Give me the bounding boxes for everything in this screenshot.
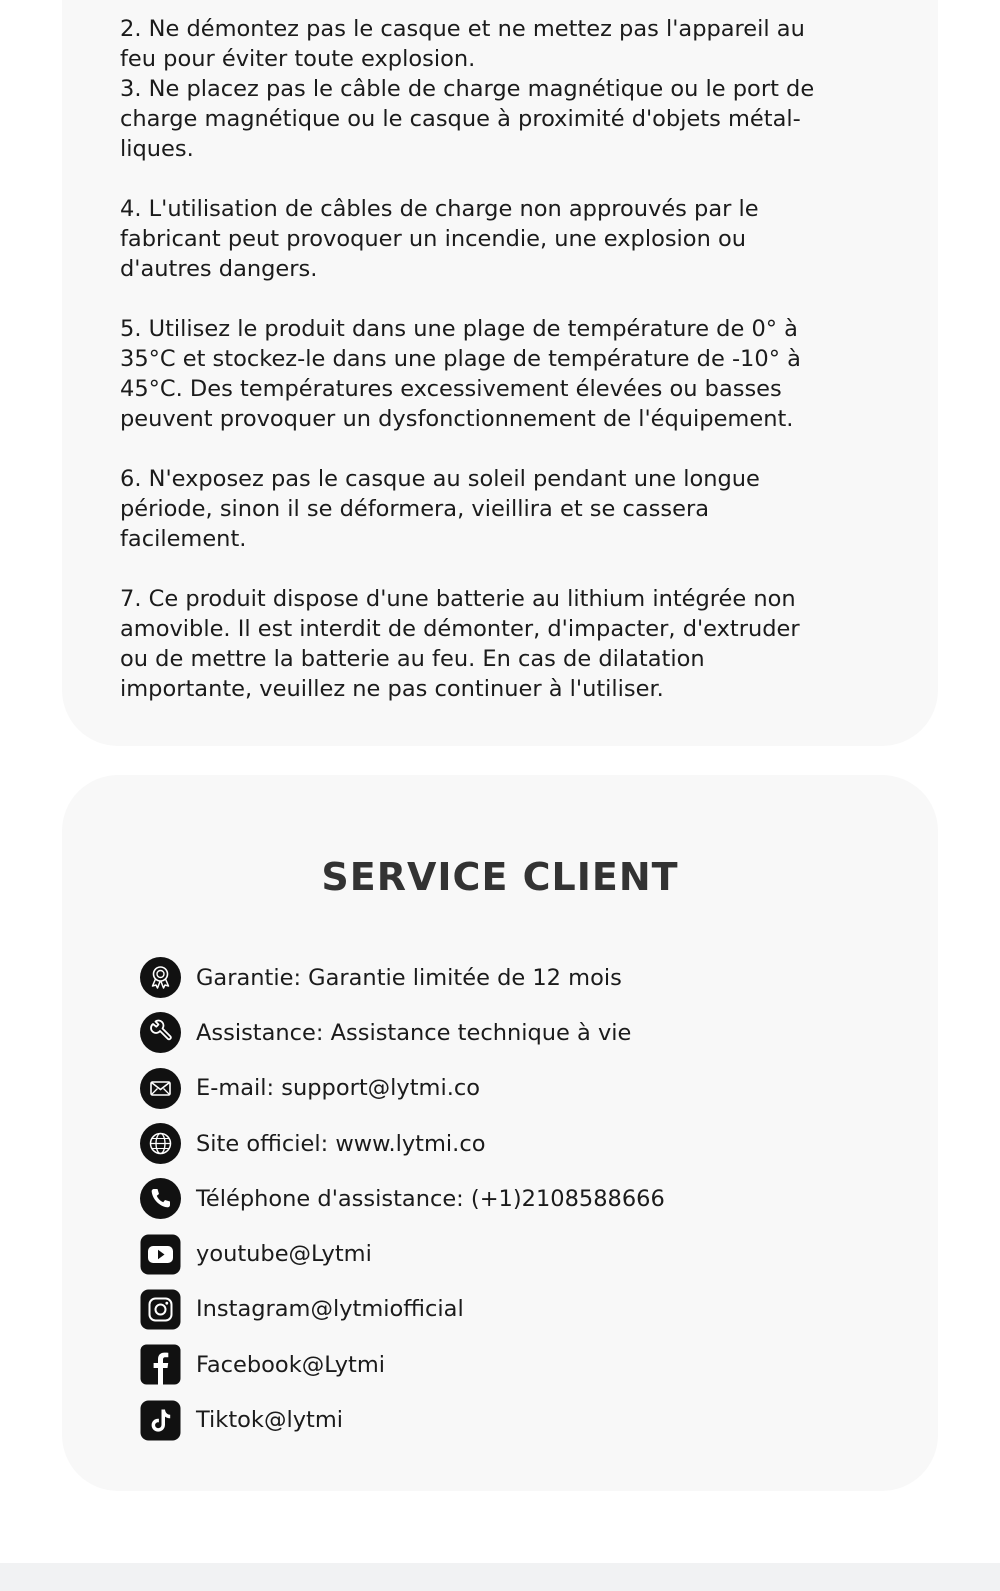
contact-text: Garantie: Garantie limitée de 12 mois: [196, 964, 622, 991]
contact-text: E-mail: support@lytmi.co: [196, 1075, 481, 1102]
contact-text: Assistance: Assistance technique à vie: [196, 1019, 632, 1046]
wrench-icon: [140, 1012, 181, 1053]
safety-item: 5. Utilisez le produit dans une plage de température de 0° à 35°C et stockez-le dans une plage de température de -10° à 45°C. Des températures excessivement élevées ou basses peuvent provoquer un dysfonctionnement de l'équipement.: [120, 316, 801, 432]
envelope-icon: [140, 1068, 181, 1109]
contact-tiktok[interactable]: [140, 1392, 665, 1447]
phone-icon: [140, 1178, 181, 1219]
contact-text: Tiktok@lytmi: [196, 1407, 344, 1434]
warranty-badge-icon: [140, 957, 181, 998]
safety-item: 2. Ne démontez pas le casque et ne mettez pas l'appareil au feu pour éviter toute explosion.: [120, 16, 805, 72]
contact-youtube[interactable]: [140, 1226, 665, 1281]
contact-phone[interactable]: [140, 1171, 665, 1226]
contact-text: youtube@Lytmi: [196, 1241, 372, 1268]
facebook-icon: [140, 1344, 181, 1385]
safety-item: 6. N'exposez pas le casque au soleil pendant une longue période, sinon il se déformera, vieillira et se cassera facilement.: [120, 466, 760, 552]
contact-text: Téléphone d'assistance: (+1)2108588666: [196, 1185, 665, 1212]
safety-item: 3. Ne placez pas le câble de charge magnétique ou le port de charge magnétique ou le casque à proximité d'objets métal- liques.: [120, 76, 815, 162]
globe-icon: [140, 1123, 181, 1164]
safety-instructions-card: [62, 0, 938, 746]
safety-item: 7. Ce produit dispose d'une batterie au lithium intégrée non amovible. Il est interdit de démonter, d'impacter, d'extruder ou de mettre la batterie au feu. En cas de dilatation importante, veuillez ne pas continuer à l'utiliser.: [120, 586, 800, 702]
contact-text: Instagram@lytmiofficial: [196, 1296, 464, 1323]
service-title: SERVICE CLIENT: [321, 855, 679, 899]
contact-assistance: [140, 1005, 665, 1060]
customer-service-card: [62, 775, 938, 1491]
youtube-icon: [140, 1234, 181, 1275]
footer-bar: [0, 1563, 1000, 1591]
contact-warranty: [140, 950, 665, 1005]
instagram-icon: [140, 1289, 181, 1330]
contact-list: [140, 950, 665, 1448]
contact-text: Facebook@Lytmi: [196, 1351, 385, 1378]
contact-website[interactable]: [140, 1116, 665, 1171]
contact-email[interactable]: [140, 1061, 665, 1116]
safety-item: 4. L'utilisation de câbles de charge non approuvés par le fabricant peut provoquer un incendie, une explosion ou d'autres dangers.: [120, 196, 759, 282]
contact-text: Site officiel: www.lytmi.co: [196, 1130, 486, 1157]
contact-facebook[interactable]: [140, 1337, 665, 1392]
contact-instagram[interactable]: [140, 1282, 665, 1337]
tiktok-icon: [140, 1400, 181, 1441]
